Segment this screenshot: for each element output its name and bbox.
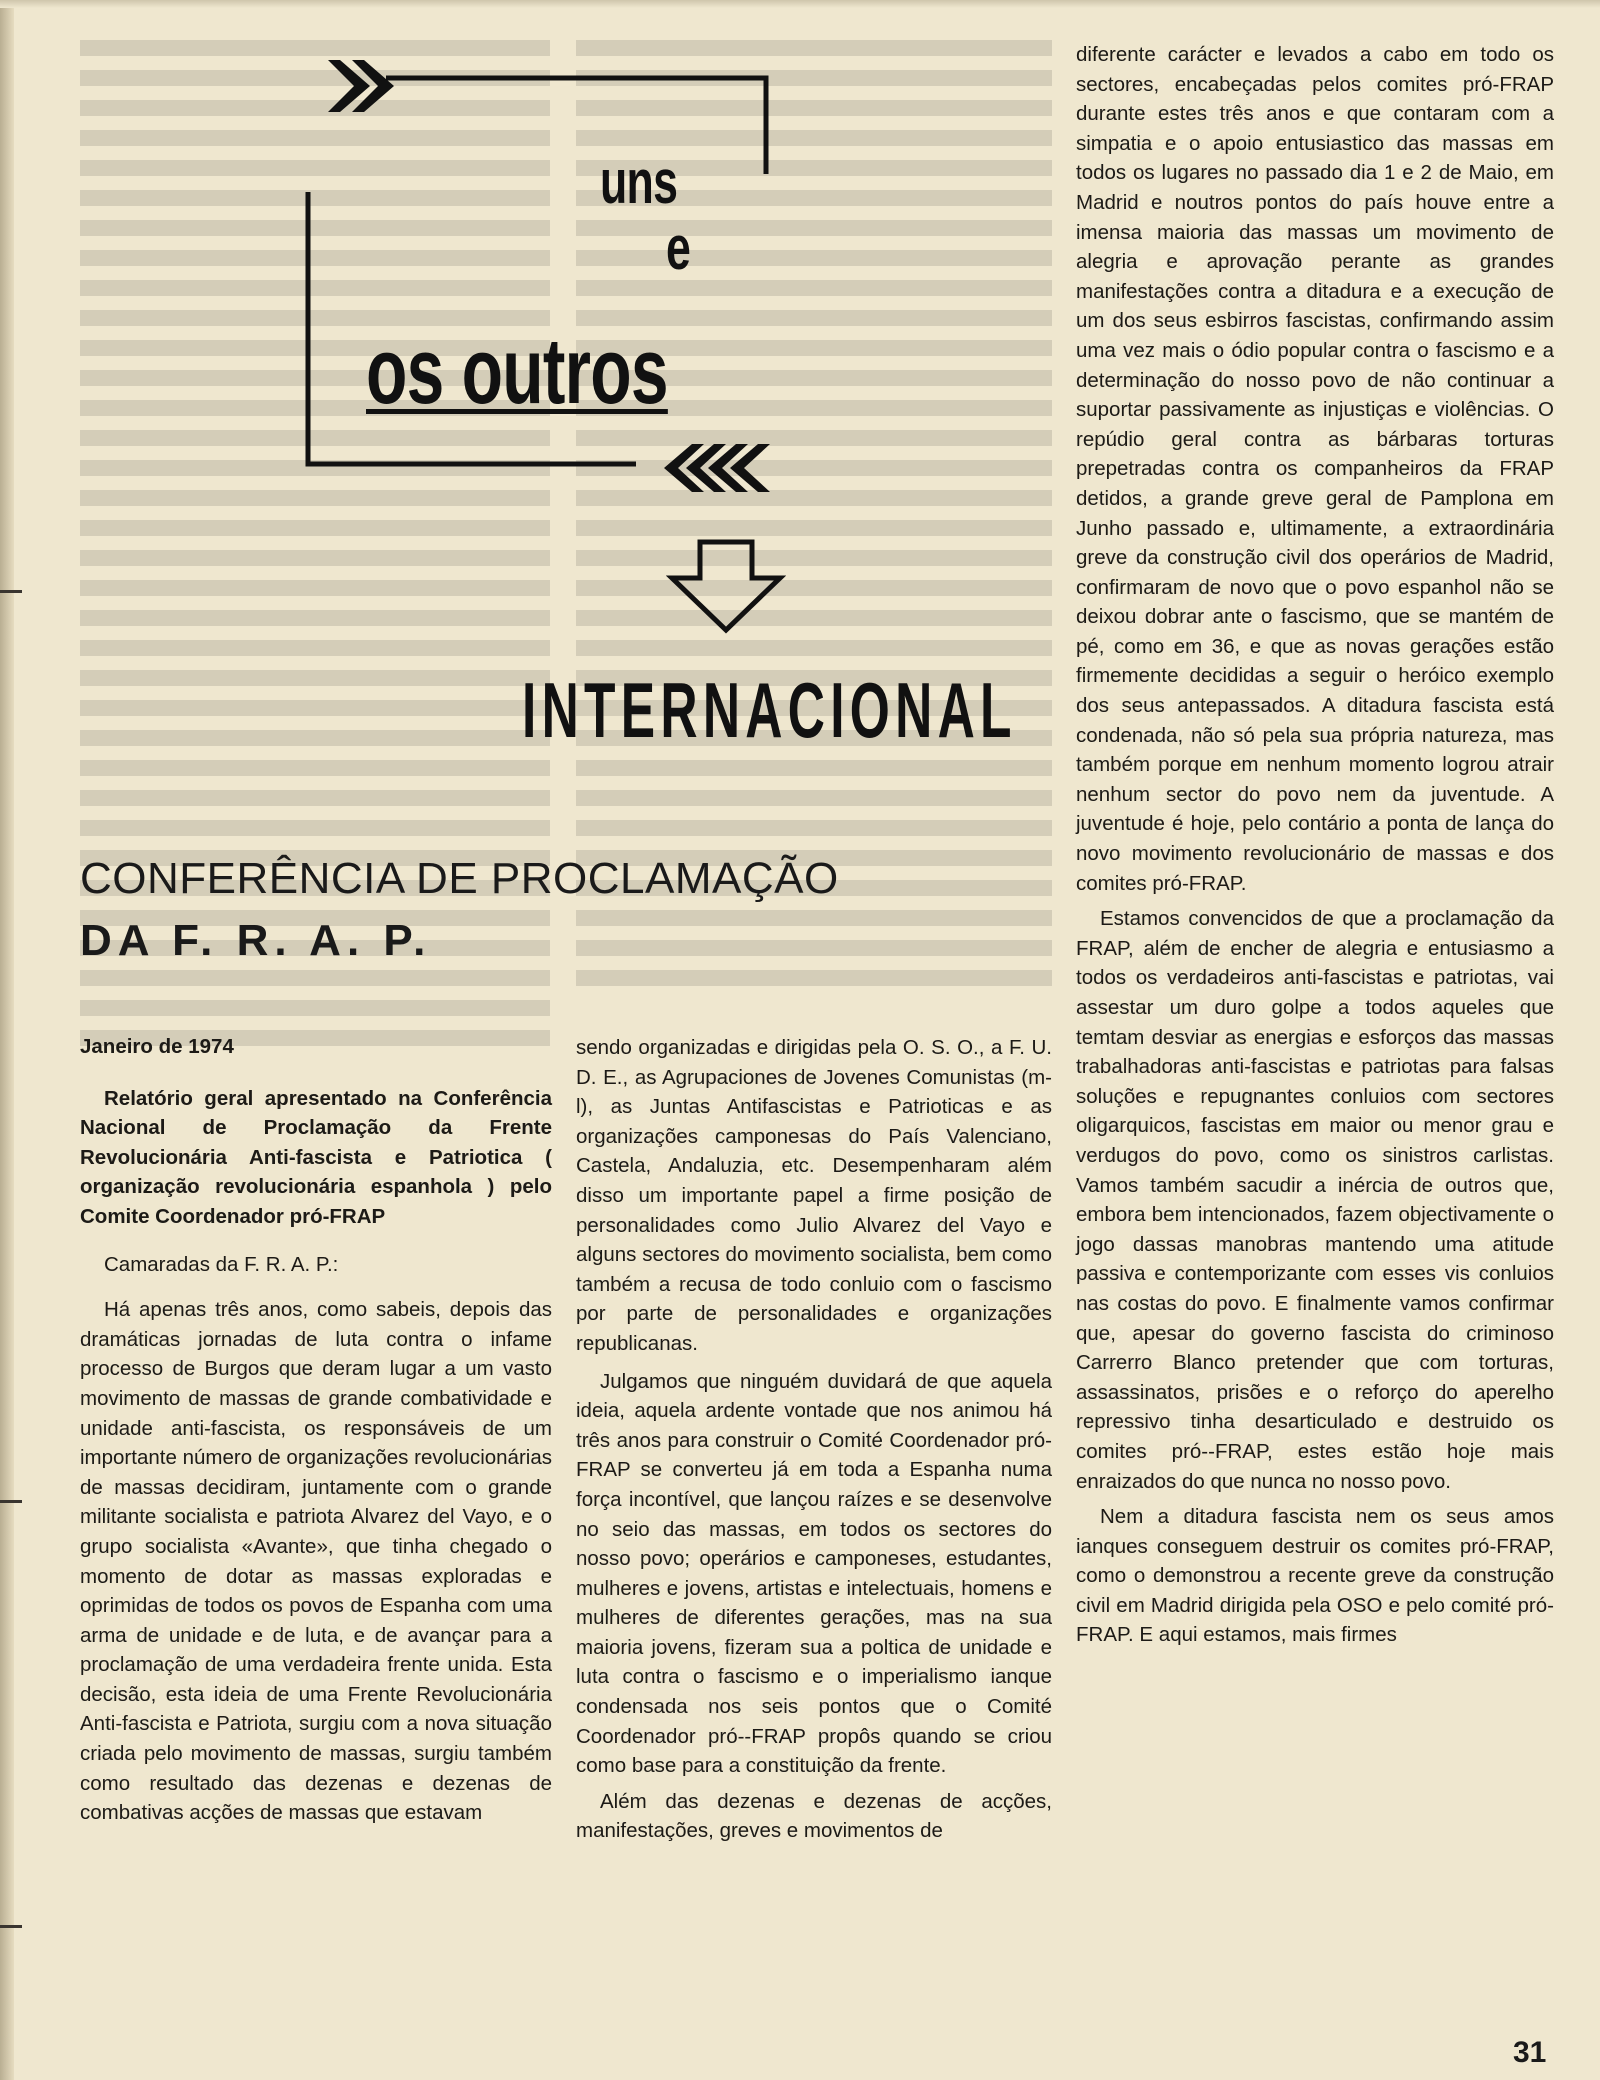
text-column-middle [576, 1033, 1052, 1846]
text-column-right [1076, 40, 1554, 1650]
page-number: 31 [1513, 2036, 1547, 2069]
logo-frame [300, 50, 820, 530]
top-edge [0, 0, 1600, 8]
paragraph: diferente carácter e levados a cabo em todo os sectores, encabeçadas pelos comites pró-FRAP durante estes três anos e que contaram com a simpatia e o apoio entusiastico das massas em todos os lugares no passado dia 1 e 2 de Maio, em Madrid e noutros pontos do país houve entre a imensa maioria das massas um movimento de alegria e aprovação perante as grandes manifestações contra a ditadura e a execução de um dos seus esbirros fascistas, confirmando assim uma vez mais o ódio popular contra o fascismo e a determinação do nosso povo de não continuar a suportar passivamente as injustiças e violências. O repúdio geral contra as bárbaras torturas prepetradas contra os companheiros da FRAP detidos, a grande greve geral de Pamplona em Junho passado e, ultimamente, a extraordinária greve da construção civil dos operários de Madrid, confirmaram de novo que o povo espanhol não se deixou dobrar ante o fascismo, que se mantém de pé, como em 36, e que as novas gerações estão firmemente decididas a seguir o heróico exemplo dos seus antepassados. A ditadura fascista está condenada, não só pela sua própria natureza, mas também porque em nenhum momento logrou atrair nenhum sector do povo nem da juventude. A juventude é hoje, pelo contário a ponta de lança do novo movimento revolucionário de massas e dos comites pró-FRAP. [1076, 43, 1554, 895]
paragraph: Há apenas três anos, como sabeis, depois das dramáticas jornadas de luta contra o infame processo de Burgos que deram lugar a um vasto movimento de massas de grande combatividade e unidade anti-fascista, os responsáveis de um importante número de organizações revolucionárias de massas decidiram, juntamente com o grande militante socialista e patriota Alvarez del Vayo, e o grupo socialista «Avante», que tinha chegado o momento de dotar as massas exploradas e oprimidas de todos os povos de Espanha com uma arma de unidade e de luta, e de avançar para a proclamação de uma verdadeira frente unida. Esta decisão, esta ideia de uma Frente Revolucionária Anti-fascista e Patriota, surgiu com a nova situação criada pelo movimento de massas, surgiu também como resultado das dezenas e dezenas de combativas acções de massas que estavam [80, 1298, 552, 1825]
article-title-line2: DA F. R. A. P. [80, 916, 432, 965]
binding-mark [0, 590, 22, 593]
logo-word-uns: uns [600, 148, 678, 217]
article-title-line1: CONFERÊNCIA DE PROCLAMAÇÃO [80, 854, 839, 903]
binding-mark [0, 1925, 22, 1928]
down-arrow-icon [666, 538, 786, 638]
paragraph: Estamos convencidos de que a proclamação da FRAP, além de encher de alegria e entusiasmo a todos os verdadeiros anti-fascistas e patriotas, vai assestar um duro golpe a todos aqueles que temtam desviar as energias e esforços das massas trabalhadoras anti-fascistas e patriotas para falsas soluções e repugnantes conluios com sectores oligarquicos, fascistas em maior ou menor grau e verdugos do povo, como os sinistros carlistas. Vamos também sacudir a inércia de outros que, embora bem intencionados, fazem objectivamente o jogo dassas manobras mantendo uma atitude passiva e contemporizante com esses vis conluios nas costas do povo. E finalmente vamos confirmar que, apesar do governo fascista do criminoso Carrerro Blanco pretender que com torturas, assassinatos, prisões e o reforço do aperelho repressivo tinha desarticulado e destruido os comites pró--FRAP, estes estão hoje mais enraizados do que nunca no nosso povo. [1076, 907, 1554, 1493]
article-subtitle: Relatório geral apresentado na Conferência Nacional de Proclamação da Frente Revolucionária Anti-fascista e Patriotica ( organização revolucionária espanhola ) pelo Comite Coordenador pró-FRAP [80, 1086, 552, 1228]
article-title [80, 848, 880, 972]
article-date: Janeiro de 1974 [80, 1035, 234, 1058]
salutation: Camaradas da F. R. A. P.: [104, 1252, 339, 1276]
section-title: INTERNACIONAL [522, 666, 1017, 754]
logo-word-os-outros: os outros [366, 318, 668, 423]
paragraph: Nem a ditadura fascista nem os seus amos ianques conseguem destruir os comites pró-FRAP, como o demonstrou a recente greve da construção civil em Madrid dirigida pela OSO e pelo comité pró-FRAP. E aqui estamos, mais firmes [1076, 1505, 1554, 1647]
binding-mark [0, 1500, 22, 1503]
paragraph: sendo organizadas e dirigidas pela O. S. O., a F. U. D. E., as Agrupaciones de Jovenes Comunistas (m-l), as Juntas Antifascistas e Patrioticas e as organizações camponesas do País Valenciano, Castela, Andaluzia, etc. Desempenharam além disso um importante papel a firme posição de personalidades como Julio Alvarez del Vayo e alguns sectores do movimento socialista, bem como também a recusa de todo conluio com o fascismo por parte de personalidades e organizações republicanas. [576, 1036, 1052, 1355]
page-edge [0, 0, 14, 2080]
quad-chevron-left-icon [664, 444, 770, 492]
column-logo [300, 50, 820, 530]
text-column-left [80, 1032, 552, 1828]
logo-word-e: e [666, 214, 691, 283]
double-chevron-right-icon [328, 60, 394, 112]
paragraph: Julgamos que ninguém duvidará de que aquela ideia, aquela ardente vontade que nos animou há três anos para construir o Comité Coordenador pró-FRAP se converteu já em toda a Espanha numa força incontível, que lançou raízes e se desenvolve no seio das massas, em todos os sectores do nosso povo; operários e camponeses, estudantes, mulheres e jovens, artistas e intelectuais, homens e mulheres de diferentes gerações, mas na sua maioria jovens, fizeram sua a poltica de unidade e luta contra o fascismo e o imperialismo ianque condensada nos seis pontos que o Comité Coordenador pró--FRAP propôs quando se criou como base para a constituição da frente. [576, 1369, 1052, 1778]
paragraph: Além das dezenas e dezenas de acções, manifestações, greves e movimentos de [576, 1789, 1052, 1843]
